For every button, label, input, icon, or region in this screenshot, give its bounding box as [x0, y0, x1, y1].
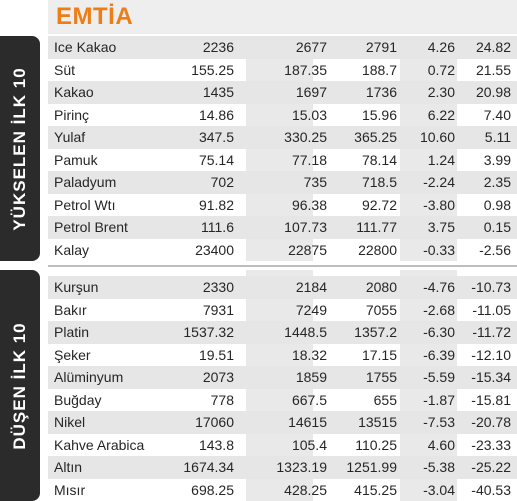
table-row [48, 194, 517, 217]
value-col-2: 107.73 [284, 219, 327, 235]
commodity-name: Nikel [54, 414, 86, 430]
table-row [48, 321, 517, 344]
table-row [48, 344, 517, 367]
title-bar [48, 0, 517, 34]
value-col-1: 14.86 [198, 106, 234, 123]
rising-section-band [0, 36, 40, 261]
commodity-name: Altın [54, 459, 83, 475]
commodity-name: Yulaf [54, 129, 86, 145]
falling-table [48, 276, 517, 501]
commodity-name: Kalay [54, 241, 90, 258]
change-col-2: 7.40 [483, 106, 511, 123]
table-row [48, 171, 517, 194]
table-row [48, 411, 517, 434]
value-col-2: 735 [303, 174, 327, 190]
value-col-1: 702 [210, 174, 234, 190]
value-col-2: 2184 [295, 279, 327, 295]
falling-section-band [0, 270, 40, 501]
value-col-2: 18.32 [291, 346, 327, 363]
value-col-1: 778 [210, 391, 234, 408]
change-col-1: 6.22 [427, 106, 455, 123]
value-col-3: 655 [373, 391, 397, 408]
value-col-2: 1859 [295, 369, 327, 385]
change-col-2: 2.35 [483, 174, 511, 190]
value-col-3: 718.5 [361, 174, 397, 190]
value-col-1: 17060 [195, 414, 234, 430]
value-col-2: 22875 [288, 241, 327, 258]
commodity-name: Pamuk [54, 151, 98, 168]
change-col-2: -10.73 [471, 279, 511, 295]
value-col-3: 1755 [365, 369, 397, 385]
change-col-2: -25.22 [471, 459, 511, 475]
value-col-1: 1537.32 [183, 324, 234, 340]
change-col-2: -23.33 [471, 436, 511, 453]
commodity-name: Kakao [54, 84, 94, 100]
value-col-1: 155.25 [191, 61, 234, 78]
value-col-2: 187.35 [284, 61, 327, 78]
change-col-2: -12.10 [471, 346, 511, 363]
value-col-3: 7055 [365, 301, 397, 318]
value-col-3: 22800 [358, 241, 397, 258]
table-row [48, 216, 517, 239]
change-col-2: -2.56 [479, 241, 511, 258]
value-col-3: 1736 [365, 84, 397, 100]
change-col-1: -6.30 [423, 324, 455, 340]
commodity-name: Ice Kakao [54, 39, 117, 55]
value-col-1: 7931 [202, 301, 234, 318]
value-col-2: 7249 [295, 301, 327, 318]
table-row [48, 81, 517, 104]
commodity-name: Bakır [54, 301, 87, 318]
value-col-1: 23400 [195, 241, 234, 258]
value-col-3: 111.77 [356, 219, 397, 235]
value-col-1: 2073 [202, 369, 234, 385]
change-col-2: -40.53 [471, 481, 511, 498]
value-col-3: 1251.99 [346, 459, 397, 475]
value-col-3: 188.7 [361, 61, 397, 78]
value-col-3: 78.14 [361, 151, 397, 168]
table-row [48, 479, 517, 501]
table-row [48, 299, 517, 322]
change-col-1: 4.26 [427, 39, 455, 55]
change-col-2: -11.72 [472, 324, 511, 340]
change-col-2: 20.98 [475, 84, 511, 100]
commodity-name: Süt [54, 61, 76, 78]
value-col-1: 2236 [202, 39, 234, 55]
value-col-3: 110.25 [355, 436, 397, 453]
change-col-1: -2.68 [423, 301, 455, 318]
commodity-name: Platin [54, 324, 90, 340]
change-col-1: -6.39 [423, 346, 455, 363]
value-col-1: 698.25 [191, 481, 234, 498]
value-col-2: 1697 [295, 84, 327, 100]
value-col-1: 111.6 [201, 219, 234, 235]
commodity-name: Petrol Brent [54, 219, 128, 235]
table-row [48, 126, 517, 149]
value-col-1: 143.8 [198, 436, 234, 453]
change-col-1: -5.59 [423, 369, 455, 385]
section-divider [48, 265, 517, 267]
change-col-2: -11.05 [472, 301, 511, 318]
value-col-2: 105.4 [291, 436, 327, 453]
value-col-1: 2330 [202, 279, 234, 295]
page-title: EMTİA [56, 3, 134, 30]
change-col-2: -20.78 [471, 414, 511, 430]
commodity-name: Kurşun [54, 279, 99, 295]
change-col-1: 0.72 [427, 61, 455, 78]
falling-section-label: DÜŞEN İLK 10 [10, 321, 29, 450]
change-col-2: 0.98 [483, 196, 511, 213]
commodity-name: Şeker [54, 346, 91, 363]
change-col-2: 5.11 [484, 129, 511, 145]
commodity-name: Buğday [54, 391, 102, 408]
change-col-1: -1.87 [423, 391, 455, 408]
change-col-2: 0.15 [483, 219, 511, 235]
value-col-3: 92.72 [361, 196, 397, 213]
value-col-2: 2677 [295, 39, 327, 55]
commodity-name: Petrol Wtı [54, 196, 116, 213]
change-col-2: -15.81 [471, 391, 511, 408]
change-col-1: -4.76 [423, 279, 455, 295]
change-col-1: -3.80 [423, 196, 455, 213]
value-col-3: 2791 [365, 39, 397, 55]
value-col-2: 14615 [288, 414, 327, 430]
table-row [48, 434, 517, 457]
rising-table [48, 36, 517, 261]
value-col-2: 77.18 [291, 151, 327, 168]
value-col-1: 75.14 [198, 151, 234, 168]
change-col-1: -5.38 [423, 459, 455, 475]
value-col-1: 347.5 [198, 129, 234, 145]
value-col-3: 1357.2 [354, 324, 397, 340]
change-col-2: 24.82 [475, 39, 511, 55]
change-col-2: 21.55 [475, 61, 511, 78]
table-row [48, 389, 517, 412]
change-col-1: -3.04 [423, 481, 455, 498]
value-col-3: 415.25 [354, 481, 397, 498]
table-row [48, 149, 517, 172]
change-col-1: -2.24 [423, 174, 455, 190]
value-col-3: 17.15 [361, 346, 397, 363]
value-col-2: 15.03 [291, 106, 327, 123]
value-col-1: 1435 [202, 84, 234, 100]
commodity-name: Mısır [54, 481, 86, 498]
table-row [48, 59, 517, 82]
change-col-1: 3.75 [427, 219, 455, 235]
table-row [48, 104, 517, 127]
change-col-2: -15.34 [471, 369, 511, 385]
change-col-1: 4.60 [427, 436, 455, 453]
commodity-name: Paladyum [54, 174, 117, 190]
value-col-2: 330.25 [284, 129, 327, 145]
table-row [48, 239, 517, 262]
table-row [48, 456, 517, 479]
table-row [48, 276, 517, 299]
change-col-1: -0.33 [423, 241, 455, 258]
commodity-name: Kahve Arabica [54, 436, 145, 453]
change-col-1: -7.53 [423, 414, 455, 430]
value-col-2: 667.5 [291, 391, 327, 408]
value-col-2: 428.25 [284, 481, 327, 498]
value-col-2: 1448.5 [284, 324, 327, 340]
value-col-1: 1674.34 [183, 459, 234, 475]
value-col-1: 19.51 [198, 346, 234, 363]
change-col-1: 2.30 [427, 84, 455, 100]
value-col-2: 1323.19 [276, 459, 327, 475]
value-col-3: 13515 [358, 414, 397, 430]
rising-section-label: YÜKSELEN İLK 10 [10, 66, 29, 231]
value-col-1: 91.82 [198, 196, 234, 213]
value-col-2: 96.38 [291, 196, 327, 213]
value-col-3: 365.25 [354, 129, 397, 145]
value-col-3: 15.96 [361, 106, 397, 123]
change-col-1: 10.60 [419, 129, 455, 145]
table-row [48, 366, 517, 389]
value-col-3: 2080 [365, 279, 397, 295]
change-col-1: 1.24 [427, 151, 455, 168]
commodity-name: Pirinç [54, 106, 90, 123]
change-col-2: 3.99 [483, 151, 511, 168]
table-row [48, 36, 517, 59]
commodity-name: Alüminyum [54, 369, 124, 385]
